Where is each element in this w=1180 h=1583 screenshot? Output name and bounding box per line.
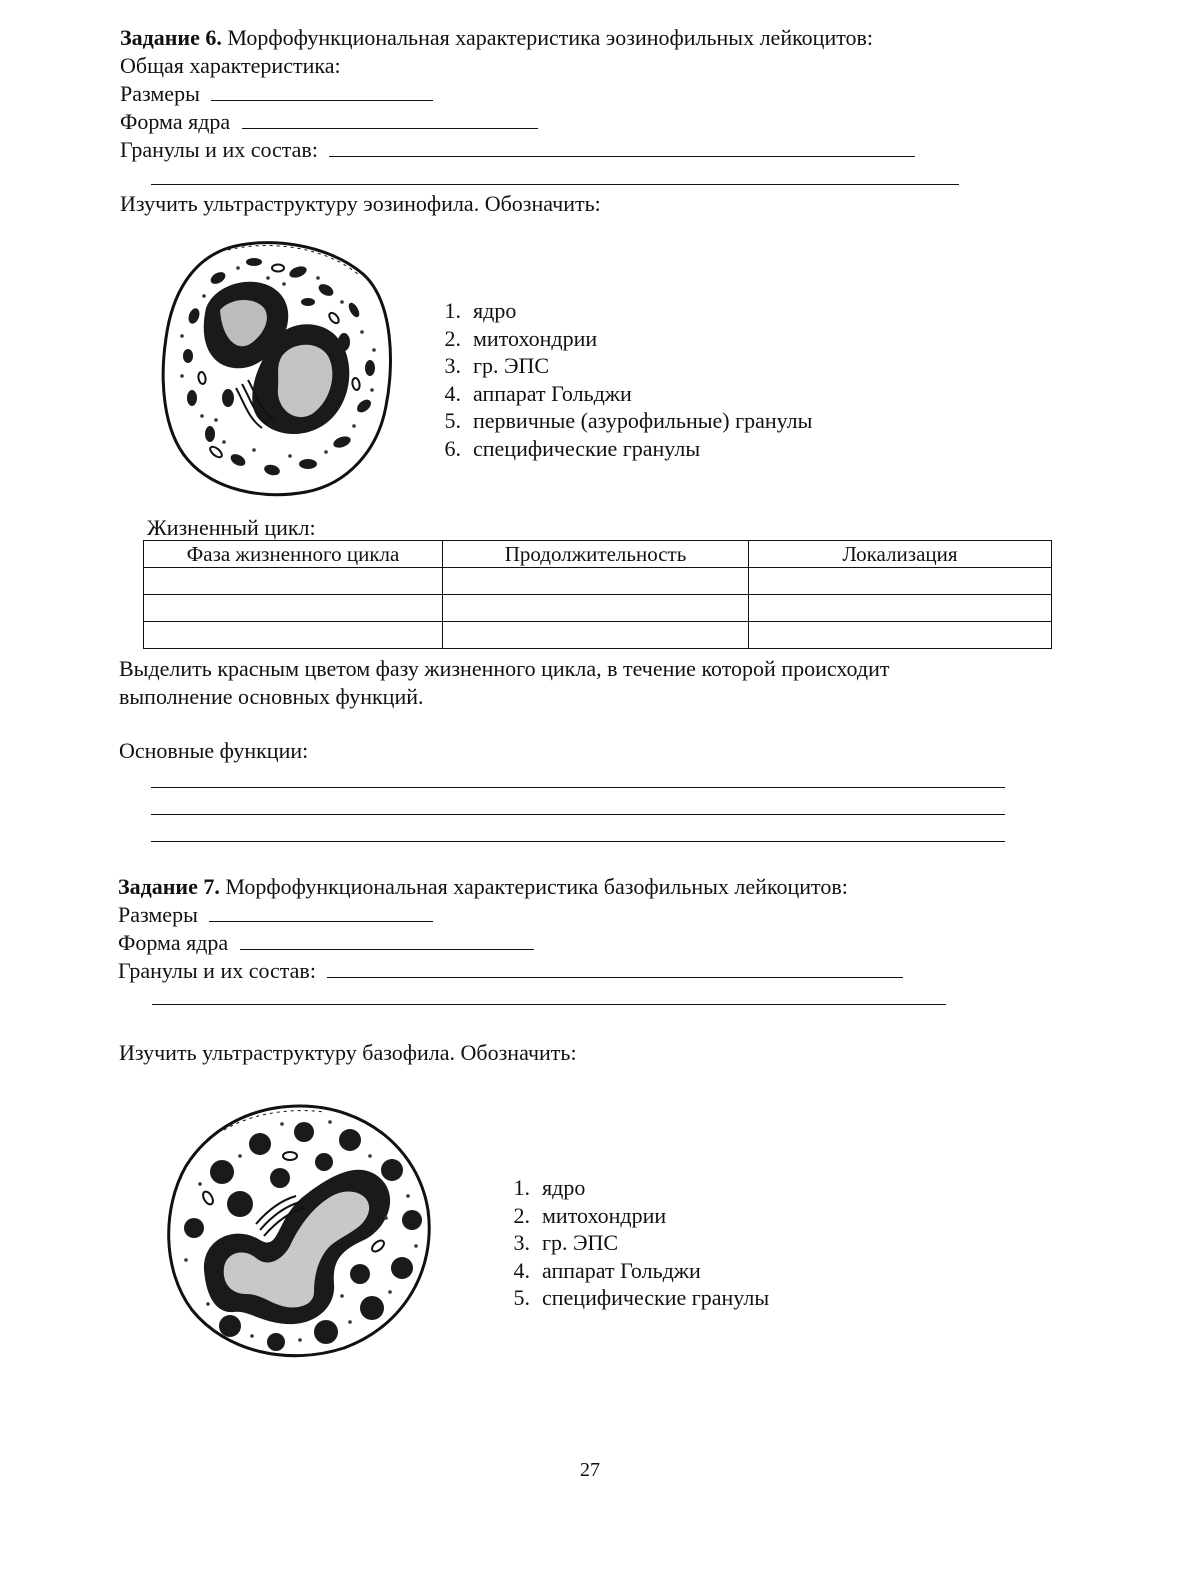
task7-label-item: 5. специфические гранулы bbox=[513, 1285, 770, 1310]
table-cell[interactable] bbox=[443, 568, 749, 595]
task6-size-row bbox=[120, 80, 433, 108]
task6-label-item: 3. гр. ЭПС bbox=[444, 353, 550, 378]
task7-label-item: 4. аппарат Гольджи bbox=[513, 1257, 701, 1283]
page-number: 27 bbox=[580, 1459, 600, 1481]
table-cell[interactable] bbox=[144, 568, 443, 595]
task6-nucleus-label: Форма ядра bbox=[120, 109, 231, 134]
table-cell[interactable] bbox=[443, 595, 749, 622]
table-cell[interactable] bbox=[749, 568, 1052, 595]
table-cell[interactable] bbox=[144, 595, 443, 622]
task7-granules-blank-2[interactable] bbox=[152, 1004, 946, 1005]
task7-heading-number: Задание 7. bbox=[118, 874, 220, 899]
task7-nucleus-blank[interactable] bbox=[240, 929, 534, 950]
task6-granules-row bbox=[120, 136, 915, 164]
table-row bbox=[144, 568, 1052, 595]
lifecycle-table bbox=[143, 540, 1052, 649]
task6-granules-blank-2[interactable] bbox=[151, 184, 959, 185]
table-cell[interactable] bbox=[443, 622, 749, 649]
task6-label-item: 6. специфические гранулы bbox=[444, 435, 701, 461]
task6-study-text: Изучить ультраструктуру эозинофила. Обозначить: bbox=[120, 191, 601, 216]
task7-granules-blank[interactable] bbox=[327, 957, 903, 978]
task6-granules-label: Гранулы и их состав: bbox=[120, 137, 318, 162]
table-cell[interactable] bbox=[144, 622, 443, 649]
table-cell[interactable] bbox=[749, 595, 1052, 622]
task7-granules-row bbox=[118, 957, 903, 985]
basophil-diagram bbox=[164, 1100, 436, 1362]
task7-heading-text: Морфофункциональная характеристика базофильных лейкоцитов: bbox=[219, 874, 848, 899]
functions-blank-3[interactable] bbox=[151, 841, 1005, 842]
task6-nucleus-row bbox=[120, 108, 538, 136]
functions-label: Основные функции: bbox=[119, 738, 309, 763]
table-cell[interactable] bbox=[749, 622, 1052, 649]
task6-granules-blank[interactable] bbox=[329, 136, 915, 157]
task6-size-blank[interactable] bbox=[211, 80, 433, 101]
table-header-duration: Продолжительность bbox=[443, 541, 749, 568]
task6-general-label: Общая характеристика: bbox=[120, 53, 341, 78]
task7-nucleus-label: Форма ядра bbox=[118, 930, 229, 955]
functions-blank-1[interactable] bbox=[151, 787, 1005, 788]
task6-heading-text: Морфофункциональная характеристика эозинофильных лейкоцитов: bbox=[221, 25, 874, 50]
task6-nucleus-blank[interactable] bbox=[242, 108, 538, 129]
task6-label-item: 2. митохондрии bbox=[444, 325, 598, 351]
task7-size-row bbox=[118, 901, 433, 929]
task6-label-item: 5. первичные (азурофильные) гранулы bbox=[444, 408, 813, 433]
task7-heading bbox=[118, 873, 848, 901]
table-header-phase: Фаза жизненного цикла bbox=[144, 541, 443, 568]
table-row bbox=[144, 622, 1052, 649]
task7-nucleus-row bbox=[118, 929, 534, 957]
table-header-location: Локализация bbox=[749, 541, 1052, 568]
highlight-instruction-2: выполнение основных функций. bbox=[119, 684, 424, 709]
task7-study-text: Изучить ультраструктуру базофила. Обозначить: bbox=[119, 1040, 577, 1065]
table-header-row bbox=[144, 541, 1052, 568]
lifecycle-label: Жизненный цикл: bbox=[147, 515, 316, 540]
task6-heading bbox=[120, 24, 873, 52]
functions-blank-2[interactable] bbox=[151, 814, 1005, 815]
task7-label-item: 2. митохондрии bbox=[513, 1202, 667, 1228]
task6-size-label: Размеры bbox=[120, 81, 200, 106]
task6-label-item: 1. ядро bbox=[444, 298, 517, 323]
table-row bbox=[144, 595, 1052, 622]
task6-labels-list bbox=[425, 297, 812, 462]
task7-labels-list bbox=[494, 1174, 769, 1312]
task7-size-blank[interactable] bbox=[209, 901, 433, 922]
task7-label-item: 3. гр. ЭПС bbox=[513, 1230, 619, 1255]
eosinophil-diagram bbox=[158, 238, 398, 500]
highlight-instruction-1: Выделить красным цветом фазу жизненного цикла, в течение которой происходит bbox=[119, 656, 890, 681]
task7-label-item: 1. ядро bbox=[513, 1175, 586, 1200]
task7-granules-label: Гранулы и их состав: bbox=[118, 958, 316, 983]
task7-size-label: Размеры bbox=[118, 902, 198, 927]
task6-label-item: 4. аппарат Гольджи bbox=[444, 380, 632, 406]
task6-heading-number: Задание 6. bbox=[120, 25, 222, 50]
